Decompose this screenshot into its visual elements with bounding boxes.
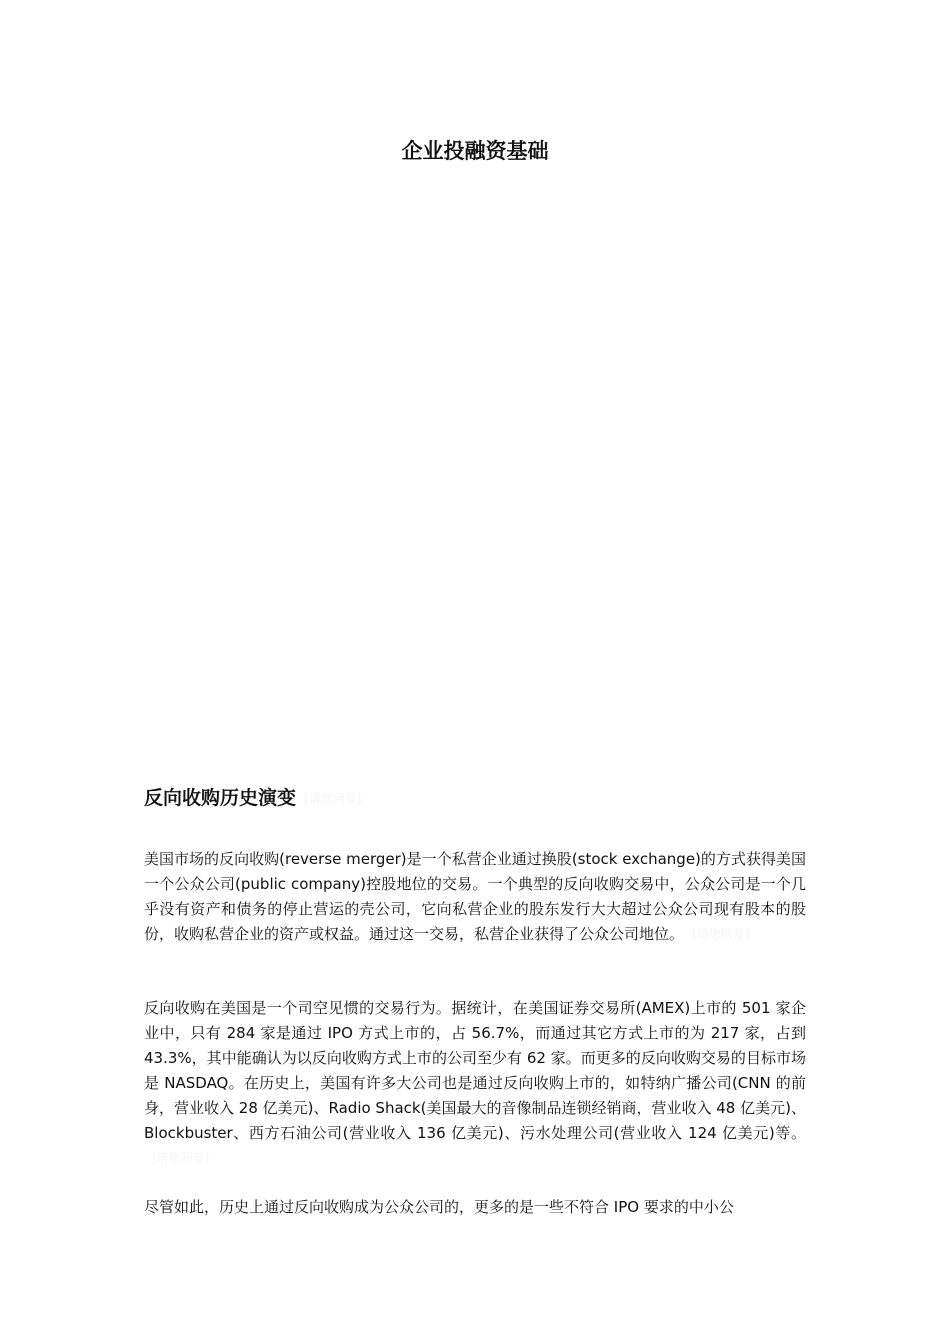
paragraph-3-text: 尽管如此，历史上通过反向收购成为公众公司的，更多的是一些不符合 IPO 要求的中小公 xyxy=(144,1198,734,1216)
section-heading-text: 反向收购历史演变 xyxy=(144,787,297,809)
section-heading xyxy=(144,784,361,813)
watermark-label: [请您回复] xyxy=(304,791,362,806)
paragraph-2 xyxy=(144,996,806,1171)
paragraph-1-text: 美国市场的反向收购(reverse merger)是一个私营企业通过换股(stock exchange)的方式获得美国一个公众公司(public company)控股地位的交易。一个典型的反向收购交易中，公众公司是一个几乎没有资产和债务的停止营运的壳公司，它向私营企业的股东发行大大超过公众公司现有股本的股份，收购私营企业的资产或权益。通过这一交易，私营企业获得了公众公司地位。 xyxy=(144,850,806,943)
paragraph-2-text: 反向收购在美国是一个司空见惯的交易行为。据统计，在美国证券交易所(AMEX)上市的 501 家企业中，只有 284 家是通过 IPO 方式上市的，占 56.7%，而通过其它方式上市的为 217 家，占到 43.3%，其中能确认为以反向收购方式上市的公司至少有 62 家。而更多的反向收购交易的目标市场是 NASDAQ。在历史上，美国有许多大公司也是通过反向收购上市的，如特纳广播公司(CNN 的前身，营业收入 28 亿美元)、Radio Shack(美国最大的音像制品连锁经销商，营业收入 48 亿美元)、Blockbuster、西方石油公司(营业收入 136 亿美元)、污水处理公司(营业收入 124 亿美元)等。 xyxy=(144,999,806,1142)
document-title: 企业投融资基础 xyxy=(401,139,549,163)
watermark-label: [请您回复] xyxy=(692,927,750,941)
watermark-label: [请您回复] xyxy=(152,1151,210,1165)
paragraph-3 xyxy=(144,1195,806,1220)
paragraph-1 xyxy=(144,847,806,947)
